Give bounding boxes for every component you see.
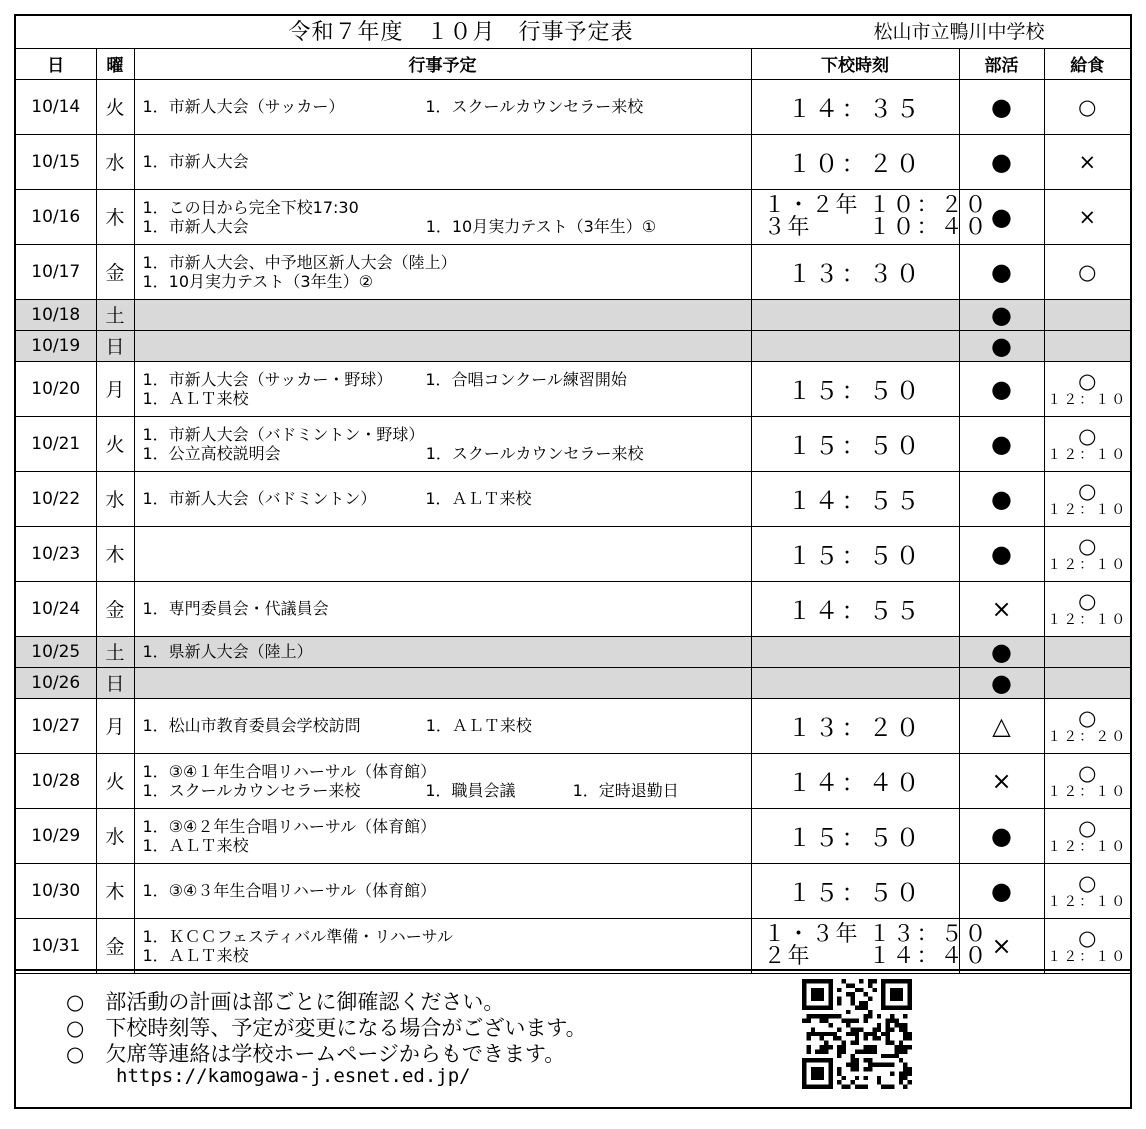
date-cell: 10/28 <box>16 753 96 808</box>
table-row <box>16 79 1130 134</box>
date-cell: 10/22 <box>16 471 96 526</box>
event-line <box>143 253 751 272</box>
club-status-cell: ● <box>959 361 1044 416</box>
events-cell <box>134 330 751 361</box>
lunch-cell <box>1044 808 1130 863</box>
club-status-cell: ● <box>959 416 1044 471</box>
event-item: 1．スクールカウンセラー来校 <box>425 97 644 116</box>
lunch-cell <box>1044 581 1130 636</box>
date-cell: 10/25 <box>16 636 96 667</box>
lunch-time: １２：１０ <box>1047 948 1128 965</box>
club-status-cell: ● <box>959 471 1044 526</box>
table-row <box>16 361 1130 416</box>
dismissal-time-cell <box>751 299 959 330</box>
dismissal-time: ２年 １４：４０ <box>763 943 989 969</box>
dismissal-time: １５：５０ <box>787 824 923 852</box>
school-name: 松山市立鴨川中学校 <box>873 21 1045 43</box>
lunch-cell <box>1044 471 1130 526</box>
lunch-status: ○ <box>1078 870 1097 895</box>
table-row <box>16 299 1130 330</box>
date-cell: 10/26 <box>16 667 96 698</box>
date-cell: 10/27 <box>16 698 96 753</box>
event-item: 1．ＡＬＴ来校 <box>142 835 249 855</box>
lunch-status: ○ <box>1078 925 1097 950</box>
dismissal-time: １５：５０ <box>787 377 923 405</box>
event-item: 1．10月実力テスト（3年生）① <box>425 216 657 236</box>
club-status-cell: △ <box>959 698 1044 753</box>
event-item: 1．③④１年生合唱リハーサル（体育館） <box>142 761 437 781</box>
table-row <box>16 581 1130 636</box>
weekday-cell: 金 <box>96 918 134 973</box>
events-cell <box>134 299 751 330</box>
event-line <box>143 97 751 116</box>
dismissal-time-cell <box>751 753 959 808</box>
event-item: 1．ＡＬＴ来校 <box>425 489 532 508</box>
events-cell <box>134 667 751 698</box>
event-line <box>143 425 751 444</box>
weekday-cell: 日 <box>96 667 134 698</box>
weekday-cell: 水 <box>96 808 134 863</box>
weekday-cell: 火 <box>96 79 134 134</box>
weekday-cell: 水 <box>96 134 134 189</box>
table-row <box>16 189 1130 244</box>
dismissal-time: １４：４０ <box>787 769 923 797</box>
date-cell: 10/19 <box>16 330 96 361</box>
lunch-status: ○ <box>1078 478 1097 503</box>
lunch-time: １２：１０ <box>1047 838 1128 855</box>
events-cell <box>134 134 751 189</box>
table-row <box>16 526 1130 581</box>
date-cell: 10/15 <box>16 134 96 189</box>
lunch-cell <box>1044 667 1130 698</box>
dismissal-time-cell <box>751 636 959 667</box>
events-cell <box>134 863 751 918</box>
page-title: 令和７年度 １０月 行事予定表 <box>288 20 634 45</box>
lunch-cell <box>1044 526 1130 581</box>
event-line <box>143 152 751 171</box>
column-header-date: 日 <box>16 49 96 79</box>
dismissal-time: １４：３５ <box>787 95 923 123</box>
club-status-cell: × <box>959 753 1044 808</box>
event-item: 1．市新人大会、中予地区新人大会（陸上） <box>142 252 457 272</box>
lunch-cell <box>1044 79 1130 134</box>
club-status-cell: ● <box>959 330 1044 361</box>
notes-section <box>16 969 1130 1107</box>
table-row <box>16 918 1130 973</box>
lunch-cell <box>1044 299 1130 330</box>
table-row <box>16 471 1130 526</box>
table-row <box>16 636 1130 667</box>
weekday-cell: 日 <box>96 330 134 361</box>
event-item: 1．スクールカウンセラー来校 <box>425 443 644 463</box>
dismissal-time-cell <box>751 330 959 361</box>
lunch-status: × <box>1078 149 1097 174</box>
events-cell <box>134 636 751 667</box>
dismissal-time-cell <box>751 244 959 299</box>
club-status-cell: ● <box>959 808 1044 863</box>
weekday-cell: 金 <box>96 581 134 636</box>
weekday-cell: 木 <box>96 526 134 581</box>
club-status-cell: ● <box>959 244 1044 299</box>
event-item: 1．市新人大会 <box>142 152 249 171</box>
event-line <box>143 217 751 236</box>
column-header-dismissal: 下校時刻 <box>751 49 959 79</box>
note-item: ○ 下校時刻等、予定が変更になる場合がございます。 <box>66 1016 587 1040</box>
event-item: 1．職員会議 <box>425 780 516 800</box>
dismissal-time: １・３年 １３：５０ <box>763 921 989 947</box>
date-cell: 10/18 <box>16 299 96 330</box>
table-row <box>16 330 1130 361</box>
club-status-cell: ● <box>959 299 1044 330</box>
lunch-time: １２：１０ <box>1047 783 1128 800</box>
table-row <box>16 808 1130 863</box>
event-item: 1．③④２年生合唱リハーサル（体育館） <box>142 816 437 836</box>
date-cell: 10/24 <box>16 581 96 636</box>
lunch-status: ○ <box>1078 588 1097 613</box>
event-item: 1．10月実力テスト（3年生）② <box>142 271 373 291</box>
lunch-cell <box>1044 244 1130 299</box>
table-row <box>16 863 1130 918</box>
lunch-status: ○ <box>1078 423 1097 448</box>
dismissal-time-cell <box>751 808 959 863</box>
club-status-cell: ● <box>959 863 1044 918</box>
events-cell <box>134 361 751 416</box>
table-row <box>16 667 1130 698</box>
event-line <box>143 836 751 855</box>
lunch-status: ○ <box>1078 815 1097 840</box>
event-line <box>143 444 751 463</box>
dismissal-time: １０：２０ <box>787 150 923 178</box>
event-item: 1．スクールカウンセラー来校 <box>142 780 361 800</box>
event-line <box>143 781 751 800</box>
weekday-cell: 木 <box>96 863 134 918</box>
event-item: 1．市新人大会（サッカー） <box>142 97 345 116</box>
weekday-cell: 木 <box>96 189 134 244</box>
weekday-cell: 月 <box>96 698 134 753</box>
lunch-cell <box>1044 698 1130 753</box>
events-cell <box>134 918 751 973</box>
table-row <box>16 753 1130 808</box>
club-status-cell: ● <box>959 79 1044 134</box>
event-item: 1．市新人大会（バドミントン） <box>142 489 377 508</box>
weekday-cell: 土 <box>96 636 134 667</box>
date-cell: 10/17 <box>16 244 96 299</box>
title-row <box>16 16 1130 49</box>
events-cell <box>134 698 751 753</box>
lunch-time: １２：１０ <box>1047 611 1128 628</box>
column-header-dow: 曜 <box>96 49 134 79</box>
event-item: 1．市新人大会（バドミントン・野球） <box>142 424 425 444</box>
date-cell: 10/20 <box>16 361 96 416</box>
lunch-status: ○ <box>1078 259 1097 284</box>
dismissal-time-cell <box>751 189 989 244</box>
lunch-cell <box>1044 863 1130 918</box>
dismissal-time: １・２年 １０：２０ <box>763 192 989 218</box>
table-row <box>16 134 1130 189</box>
lunch-cell <box>1044 134 1130 189</box>
club-status-cell: ● <box>959 667 1044 698</box>
note-item: ○ 欠席等連絡は学校ホームページからもできます。 <box>66 1042 566 1066</box>
lunch-time: １２：１０ <box>1047 391 1128 408</box>
events-cell <box>134 808 751 863</box>
table-row <box>16 416 1130 471</box>
school-url-link[interactable]: https://kamogawa-j.esnet.ed.jp/ <box>116 1065 471 1087</box>
event-line <box>143 272 751 291</box>
club-status-cell: ● <box>959 636 1044 667</box>
dismissal-time-cell <box>751 698 959 753</box>
event-item: 1．市新人大会 <box>142 216 249 236</box>
event-line <box>143 927 751 946</box>
dismissal-time-cell <box>751 79 959 134</box>
lunch-cell <box>1044 416 1130 471</box>
dismissal-time: １５：５０ <box>787 879 923 907</box>
lunch-cell <box>1044 918 1130 973</box>
event-line <box>143 881 751 900</box>
lunch-cell <box>1044 361 1130 416</box>
event-item: 1．ＡＬＴ来校 <box>425 716 532 735</box>
event-line <box>143 198 751 217</box>
event-item: 1．松山市教育委員会学校訪問 <box>142 716 361 735</box>
events-cell <box>134 416 751 471</box>
events-cell <box>134 244 751 299</box>
dismissal-time-cell <box>751 416 959 471</box>
column-header-club: 部活 <box>959 49 1044 79</box>
event-item: 1．合唱コンクール練習開始 <box>425 369 627 389</box>
weekday-cell: 土 <box>96 299 134 330</box>
dismissal-time-cell <box>751 667 959 698</box>
date-cell: 10/14 <box>16 79 96 134</box>
events-cell <box>134 79 751 134</box>
event-item: 1．公立高校説明会 <box>142 443 281 463</box>
lunch-status: ○ <box>1078 94 1097 119</box>
event-item: 1．ＡＬＴ来校 <box>142 945 249 965</box>
dismissal-time-cell <box>751 526 959 581</box>
schedule-table <box>16 49 1130 974</box>
table-row <box>16 244 1130 299</box>
table-row <box>16 698 1130 753</box>
club-status-cell: ● <box>959 526 1044 581</box>
event-line <box>143 489 751 508</box>
weekday-cell: 火 <box>96 753 134 808</box>
club-status-cell: ● <box>959 189 1044 244</box>
dismissal-time-cell <box>751 471 959 526</box>
event-line <box>143 716 751 735</box>
event-item: 1．この日から完全下校17:30 <box>142 197 359 217</box>
event-line <box>143 762 751 781</box>
column-header-events: 行事予定 <box>134 49 751 79</box>
event-line <box>143 389 751 408</box>
dismissal-time-cell <box>751 581 959 636</box>
weekday-cell: 火 <box>96 416 134 471</box>
date-cell: 10/16 <box>16 189 96 244</box>
dismissal-time-cell <box>751 918 989 973</box>
dismissal-time: １４：５５ <box>787 597 923 625</box>
lunch-cell <box>1044 636 1130 667</box>
event-item: 1．ＫＣＣフェスティバル準備・リハーサル <box>142 926 454 946</box>
lunch-status: ○ <box>1078 533 1097 558</box>
event-item: 1．定時退勤日 <box>572 780 679 800</box>
events-cell <box>134 581 751 636</box>
dismissal-time-cell <box>751 863 959 918</box>
event-line <box>143 817 751 836</box>
event-line <box>143 599 751 618</box>
event-item: 1．市新人大会（サッカー・野球） <box>142 369 393 389</box>
event-item: 1．専門委員会・代議員会 <box>142 599 329 618</box>
event-item: 1．③④３年生合唱リハーサル（体育館） <box>142 881 437 900</box>
events-cell <box>134 189 751 244</box>
date-cell: 10/30 <box>16 863 96 918</box>
events-cell <box>134 526 751 581</box>
dismissal-time: １４：５５ <box>787 487 923 515</box>
lunch-cell <box>1044 189 1130 244</box>
dismissal-time-cell <box>751 361 959 416</box>
lunch-cell <box>1044 330 1130 361</box>
date-cell: 10/21 <box>16 416 96 471</box>
event-line <box>143 370 751 389</box>
note-list <box>66 989 587 1067</box>
schedule-sheet <box>14 14 1132 1109</box>
dismissal-time: １３：３０ <box>787 260 923 288</box>
lunch-time: １２：１０ <box>1047 893 1128 910</box>
date-cell: 10/29 <box>16 808 96 863</box>
qr-code-icon[interactable] <box>802 979 912 1089</box>
lunch-time: １２：１０ <box>1047 446 1128 463</box>
lunch-status: × <box>1078 204 1097 229</box>
weekday-cell: 月 <box>96 361 134 416</box>
dismissal-time: １５：５０ <box>787 542 923 570</box>
schedule-body <box>16 79 1130 973</box>
event-line <box>143 642 751 661</box>
weekday-cell: 金 <box>96 244 134 299</box>
events-cell <box>134 753 751 808</box>
column-header-lunch: 給食 <box>1044 49 1130 79</box>
dismissal-time: １５：５０ <box>787 432 923 460</box>
dismissal-time-cell <box>751 134 959 189</box>
dismissal-time: ３年 １０：４０ <box>763 214 989 240</box>
lunch-status: ○ <box>1078 705 1097 730</box>
club-status-cell: × <box>959 581 1044 636</box>
events-cell <box>134 471 751 526</box>
weekday-cell: 水 <box>96 471 134 526</box>
lunch-cell <box>1044 753 1130 808</box>
note-item: ○ 部活動の計画は部ごとに御確認ください。 <box>66 990 505 1014</box>
lunch-time: １２：１０ <box>1047 556 1128 573</box>
event-item: 1．県新人大会（陸上） <box>142 642 313 661</box>
lunch-time: １２：２０ <box>1047 728 1128 745</box>
event-line <box>143 946 751 965</box>
event-item: 1．ＡＬＴ来校 <box>142 388 249 408</box>
dismissal-time: １３：２０ <box>787 714 923 742</box>
lunch-status: ○ <box>1078 760 1097 785</box>
lunch-time: １２：１０ <box>1047 501 1128 518</box>
date-cell: 10/31 <box>16 918 96 973</box>
lunch-status: ○ <box>1078 368 1097 393</box>
club-status-cell: × <box>959 918 1044 973</box>
club-status-cell: ● <box>959 134 1044 189</box>
date-cell: 10/23 <box>16 526 96 581</box>
